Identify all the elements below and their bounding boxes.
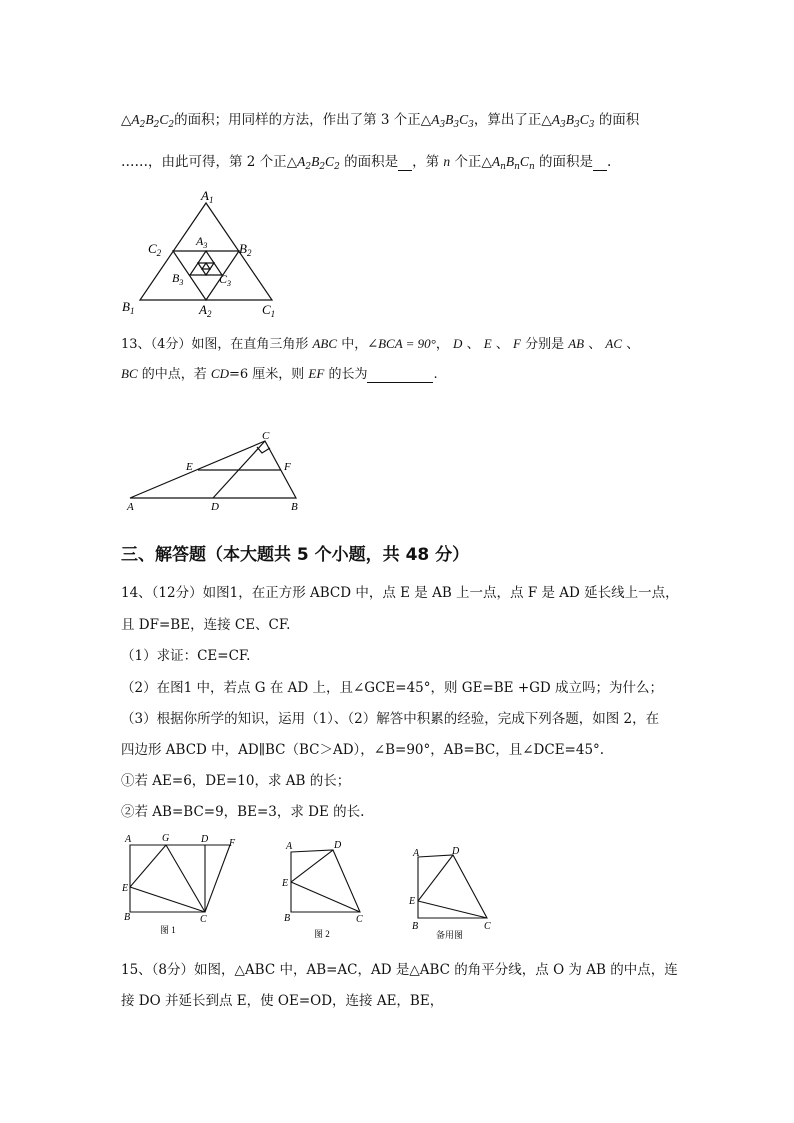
label-C2: $C_2$ (148, 241, 162, 258)
q14-line-2: 且 DF=BE，连接 CE、CF. (121, 617, 291, 633)
answer-blank (593, 154, 607, 171)
fig3-label-D: D (452, 846, 460, 857)
label-A1: $A_1$ (201, 188, 214, 205)
q12-triangle-figure (118, 188, 278, 323)
fig2-label-E: E (282, 878, 289, 889)
q12-line-1: $\triangle A_2B_2C_2$的面积；用同样的方法，作出了第 3 个正$\triangle A_3B_3C_3$，算出了正$\triangle A_3B_3C_3$ 的面积 (121, 112, 640, 130)
q14-line-3: （1）求证：CE=CF. (121, 648, 251, 664)
q15-line-2: 接 DO 并延长到点 E，使 OE=OD，连接 AE，BE， (121, 993, 444, 1009)
label-C: C (262, 430, 270, 442)
fig3-label-E: E (409, 896, 416, 907)
label-D: D (211, 501, 219, 513)
answer-blank (367, 367, 433, 383)
label-A2: $A_2$ (199, 302, 212, 319)
q14-figure-1 (120, 830, 240, 940)
fig2-label-C: C (356, 914, 363, 925)
label-C3: $C_3$ (219, 272, 232, 288)
fig1-label-G: G (162, 833, 170, 844)
fig1-label-F: F (229, 838, 236, 849)
q12-line-2: ……，由此可得，第 2 个正$\triangle A_2B_2C_2$ 的面积是 ，第 n 个正$\triangle A_nB_nC_n$ 的面积是 . (121, 154, 612, 172)
label-F: F (284, 461, 291, 473)
fig1-label-D: D (201, 834, 209, 845)
section-heading: 三、解答题（本大题共 5 个小题，共 48 分） (121, 545, 470, 565)
fig3-label-C: C (484, 921, 491, 932)
fig2-caption: 图 2 (314, 929, 330, 939)
q14-line-7: ①若 AE=6，DE=10，求 AB 的长； (121, 773, 351, 789)
fig1-caption: 图 1 (160, 925, 176, 935)
label-E: E (186, 461, 193, 473)
label-B: B (291, 501, 298, 513)
fig1-label-A: A (125, 834, 132, 845)
q14-line-4: （2）在图1 中，若点 G 在 AD 上，且∠GCE=45°，则 GE=BE +GD 成立吗；为什么； (121, 680, 664, 696)
fig1-label-E: E (122, 883, 129, 894)
answer-blank (398, 154, 412, 171)
fig2-label-D: D (334, 840, 342, 851)
q14-backup-figure (405, 838, 495, 948)
fig2-label-B: B (284, 913, 291, 924)
label-B2: $B_2$ (239, 241, 252, 258)
q14-figure-2 (280, 832, 370, 942)
label-C1: $C_1$ (262, 302, 276, 319)
fig3-caption: 备用图 (436, 930, 464, 940)
q14-line-5: （3）根据你所学的知识，运用（1）、（2）解答中积累的经验，完成下列各题，如图 2，在 (121, 711, 660, 727)
label-A3: $A_3$ (196, 234, 208, 250)
label-B3: $B_3$ (172, 271, 184, 287)
label-B1: $B_1$ (122, 299, 135, 316)
q14-line-8: ②若 AB=BC=9，BE=3，求 DE 的长. (121, 804, 365, 820)
fig2-label-A: A (286, 841, 293, 852)
q14-line-1: 14、（12分）如图1，在正方形 ABCD 中，点 E 是 AB 上一点，点 F 是 AD 延长线上一点， (121, 585, 679, 601)
q13-line-2: BC 的中点，若 CD=6 厘米，则 EF 的长为 . (121, 366, 438, 382)
q15-line-1: 15、（8分）如图，△ABC 中，AB=AC，AD 是△ABC 的角平分线，点 O 为 AB 的中点，连 (121, 962, 678, 978)
q14-line-6: 四边形 ABCD 中，AD∥BC（BC＞AD），∠B=90°，AB=BC，且∠DCE=45°. (121, 742, 605, 758)
label-A: A (127, 501, 134, 513)
q13-line-1: 13、（4分）如图，在直角三角形 ABC 中，∠BCA = 90°， D 、 E 、 F 分别是 AB 、 AC 、 (121, 336, 640, 352)
q13-right-triangle-figure (124, 426, 304, 516)
fig3-label-B: B (412, 921, 419, 932)
fig3-label-A: A (413, 848, 420, 859)
fig1-label-B: B (124, 912, 131, 923)
fig1-label-C: C (200, 914, 207, 925)
